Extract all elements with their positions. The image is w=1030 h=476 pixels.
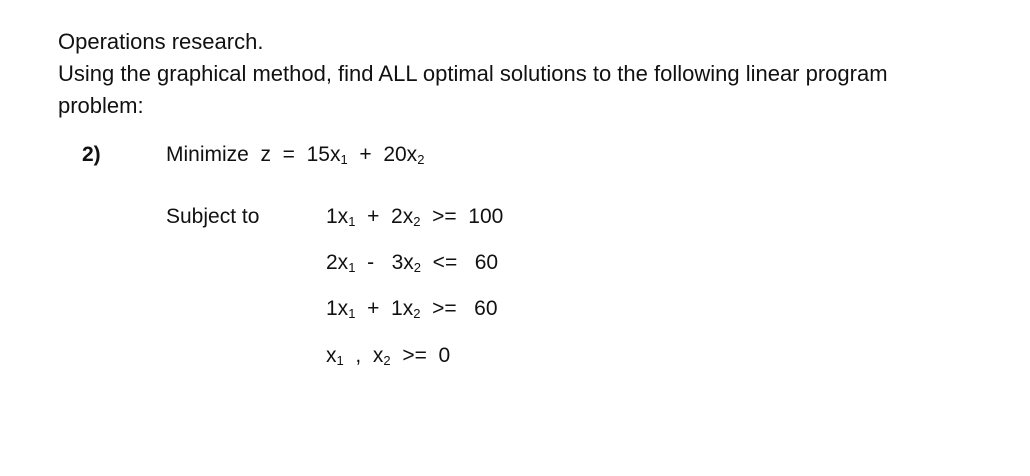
constraint-term: + 1x bbox=[355, 297, 414, 320]
constraint-subscript: 1 bbox=[348, 260, 356, 275]
constraint-subscript: 2 bbox=[383, 353, 391, 368]
constraint-subscript: 1 bbox=[336, 353, 344, 368]
objective-middle: + 20x bbox=[347, 143, 418, 166]
problem-intro bbox=[58, 26, 978, 122]
objective-subscript-2: 2 bbox=[417, 152, 425, 167]
constraint-relation: <= 60 bbox=[421, 251, 499, 274]
constraint-subscript: 1 bbox=[348, 214, 356, 229]
intro-title: Operations research. bbox=[58, 29, 264, 54]
constraint-term: 1x bbox=[326, 205, 349, 228]
problem-number: 2) bbox=[82, 143, 101, 166]
intro-instruction: Using the graphical method, find ALL optimal solutions to the following linear program bbox=[58, 61, 888, 86]
constraint-subscript: 2 bbox=[413, 306, 421, 321]
constraint-3 bbox=[326, 294, 498, 324]
objective-subscript-1: 1 bbox=[340, 152, 348, 167]
constraint-term: 2x bbox=[326, 251, 349, 274]
constraint-term: x bbox=[326, 344, 337, 367]
objective-function bbox=[166, 140, 424, 170]
constraint-term: - 3x bbox=[355, 251, 414, 274]
constraint-term: 1x bbox=[326, 297, 349, 320]
constraint-term: , x bbox=[343, 344, 384, 367]
constraint-subscript: 2 bbox=[413, 260, 422, 275]
constraint-relation: >= 100 bbox=[420, 205, 504, 228]
constraint-subscript: 1 bbox=[348, 306, 356, 321]
constraint-1 bbox=[326, 202, 503, 232]
constraint-term: + 2x bbox=[355, 205, 414, 228]
constraint-relation: >= 60 bbox=[420, 297, 498, 320]
constraint-2 bbox=[326, 248, 498, 278]
objective-prefix: Minimize z = 15x bbox=[166, 143, 341, 166]
nonnegativity-constraint bbox=[326, 341, 450, 371]
constraint-subscript: 2 bbox=[413, 214, 421, 229]
subject-to-label: Subject to bbox=[166, 205, 260, 228]
intro-instruction-continued: problem: bbox=[58, 93, 144, 118]
constraint-relation: >= 0 bbox=[390, 344, 451, 367]
